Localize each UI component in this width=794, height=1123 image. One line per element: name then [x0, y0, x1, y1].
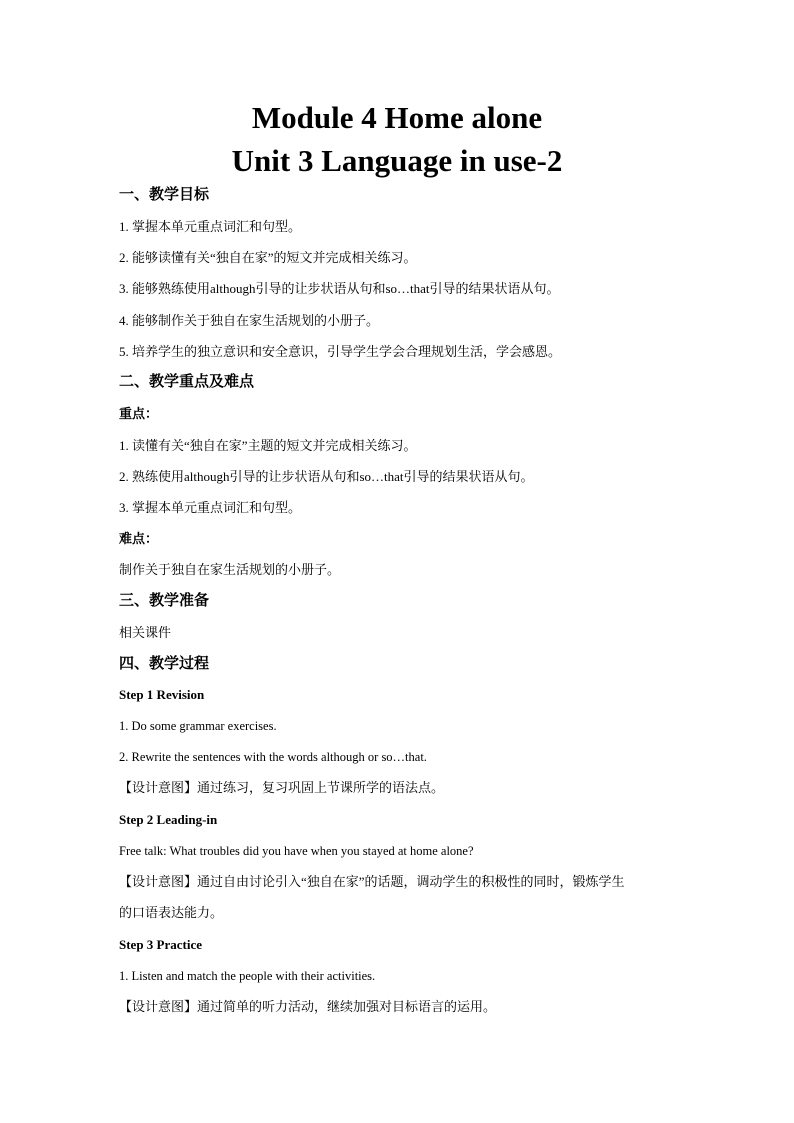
step-heading: Step 3 Practice — [119, 937, 203, 952]
step-heading: Step 1 Revision — [119, 687, 205, 702]
key-item: 1. 读懂有关“独自在家”主题的短文并完成相关练习。 — [119, 438, 417, 453]
objective-item: 5. 培养学生的独立意识和安全意识，引导学生学会合理规划生活，学会感恩。 — [119, 344, 562, 359]
preparation-text: 相关课件 — [119, 625, 172, 640]
title-module: Module 4 Home alone — [251, 100, 543, 135]
step-item: 1. Do some grammar exercises. — [119, 719, 277, 733]
section-heading-process: 四、教学过程 — [119, 656, 210, 672]
objective-item: 3. 能够熟练使用although引导的让步状语从句和so…that引导的结果状语从句。 — [119, 281, 560, 296]
difficulty-label: 难点： — [119, 531, 159, 546]
section-heading-key-points: 二、教学重点及难点 — [119, 374, 255, 390]
objective-item: 2. 能够读懂有关“独自在家”的短文并完成相关练习。 — [119, 250, 417, 265]
design-intent: 【设计意图】通过自由讨论引入“独自在家”的话题，调动学生的积极性的同时，锻炼学生 — [119, 874, 625, 889]
section-heading-preparation: 三、教学准备 — [119, 593, 210, 609]
step-heading: Step 2 Leading-in — [119, 812, 218, 827]
step-item: Free talk: What troubles did you have when you stayed at home alone? — [119, 844, 474, 858]
title-unit: Unit 3 Language in use-2 — [231, 143, 563, 178]
design-intent-continued: 的口语表达能力。 — [119, 905, 224, 920]
objective-item: 1. 掌握本单元重点词汇和句型。 — [119, 219, 302, 234]
design-intent: 【设计意图】通过练习，复习巩固上节课所学的语法点。 — [119, 780, 445, 795]
design-intent: 【设计意图】通过简单的听力活动，继续加强对目标语言的运用。 — [119, 999, 497, 1014]
step-item: 2. Rewrite the sentences with the words although or so…that. — [119, 750, 427, 764]
objective-item: 4. 能够制作关于独自在家生活规划的小册子。 — [119, 313, 380, 328]
step-item: 1. Listen and match the people with their activities. — [119, 969, 376, 983]
key-label: 重点： — [119, 406, 159, 421]
key-item: 3. 掌握本单元重点词汇和句型。 — [119, 500, 302, 515]
difficulty-text: 制作关于独自在家生活规划的小册子。 — [119, 562, 341, 577]
section-heading-objectives: 一、教学目标 — [119, 187, 210, 203]
key-item: 2. 熟练使用although引导的让步状语从句和so…that引导的结果状语从句。 — [119, 469, 534, 484]
